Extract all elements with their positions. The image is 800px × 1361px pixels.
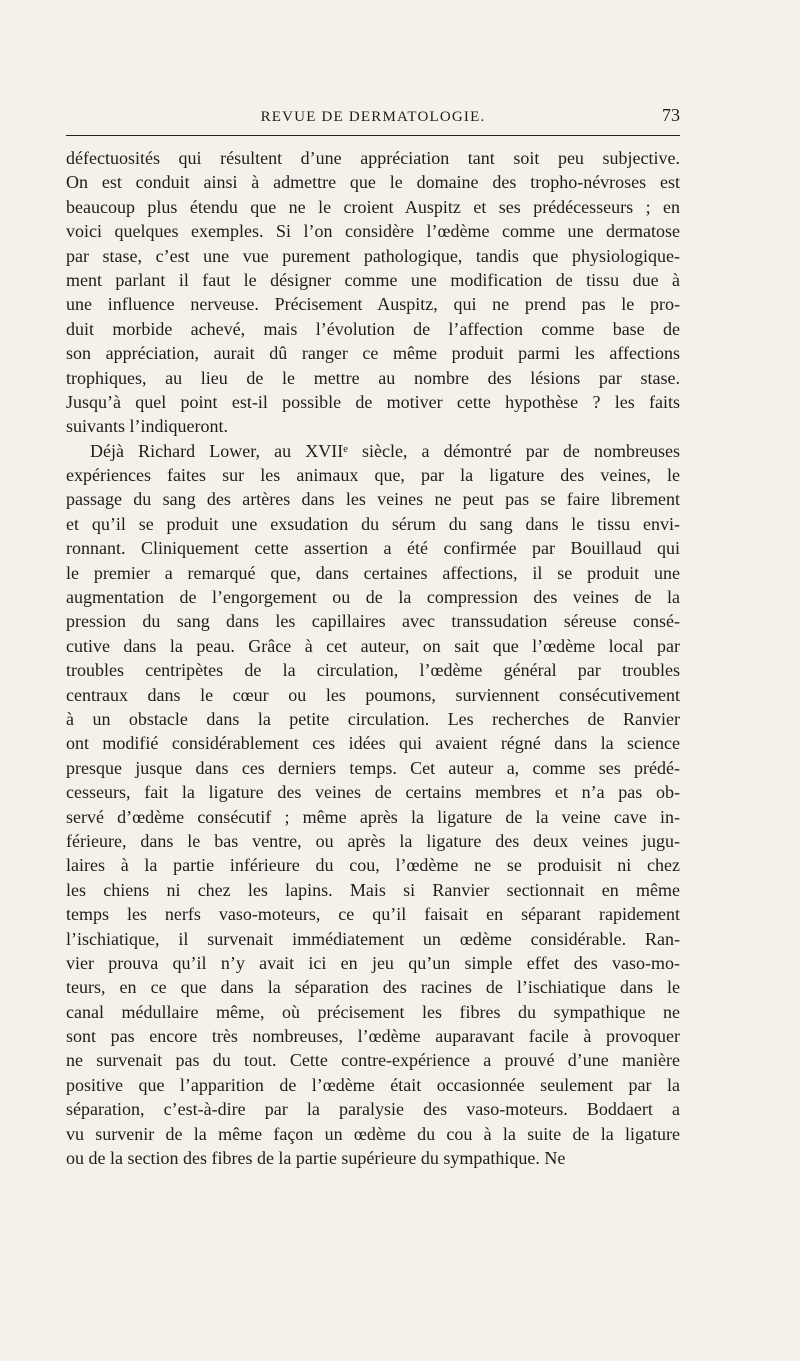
text-line: et qu’il se produit une exsudation du sérum du sang dans le tissu envi- [66, 513, 680, 534]
text-line: presque jusque dans ces derniers temps. Cet auteur a, comme ses prédé- [66, 757, 680, 778]
text-line: ou de la section des fibres de la partie supérieure du sympathique. Ne [66, 1148, 566, 1169]
text-line: ont modifié considérablement ces idées qui avaient régné dans la science [66, 733, 680, 754]
header-rule [66, 135, 680, 136]
text-line: par stase, c’est une vue purement pathologique, tandis que physiologique- [66, 245, 680, 266]
body-text [66, 146, 680, 1170]
text-line: le premier a remarqué que, dans certaines affections, il se produit une [66, 562, 680, 583]
text-line: ronnant. Cliniquement cette assertion a été confirmée par Bouillaud qui [66, 538, 680, 559]
text-line: centraux dans le cœur ou les poumons, surviennent consécutivement [66, 684, 680, 705]
running-title: REVUE DE DERMATOLOGIE. [260, 109, 486, 125]
text-line: vu survenir de la même façon un œdème du cou à la suite de la ligature [66, 1123, 680, 1144]
text-line: duit morbide achevé, mais l’évolution de l’affection comme base de [66, 318, 680, 339]
text-line: expériences faites sur les animaux que, par la ligature des veines, le [66, 465, 680, 486]
text-line: pression du sang dans les capillaires avec transsudation séreuse consé- [66, 611, 680, 632]
text-line: défectuosités qui résultent d’une appréciation tant soit peu subjective. [66, 148, 680, 168]
text-line: séparation, c’est-à-dire par la paralysie des vaso-moteurs. Boddaert a [66, 1099, 680, 1120]
text-line: férieure, dans le bas ventre, ou après la ligature des deux veines jugu- [66, 830, 680, 851]
text-line: laires à la partie inférieure du cou, l’œdème ne se produisit ni chez [66, 855, 680, 876]
text-line: l’ischiatique, il survenait immédiatement un œdème considérable. Ran- [66, 928, 680, 949]
text-line: trophiques, au lieu de le mettre au nombre des lésions par stase. [66, 367, 680, 388]
text-line: beaucoup plus étendu que ne le croient Auspitz et ses prédécesseurs ; en [66, 196, 680, 217]
text-line: Jusqu’à quel point est-il possible de motiver cette hypothèse ? les faits [66, 391, 680, 412]
text-line: sont pas encore très nombreuses, l’œdème auparavant facile à provoquer [66, 1026, 680, 1047]
text-line: temps les nerfs vaso-moteurs, ce qu’il faisait en séparant rapidement [66, 904, 680, 925]
page-number: 73 [662, 105, 680, 125]
text-line: ne survenait pas du tout. Cette contre-expérience a prouvé d’une manière [66, 1050, 680, 1071]
text-line: voici quelques exemples. Si l’on considère l’œdème comme une dermatose [66, 221, 680, 242]
text-line: son appréciation, aurait dû ranger ce même produit parmi les affections [66, 343, 680, 364]
text-line: ment parlant il faut le désigner comme une modification de tissu due à [66, 269, 680, 290]
text-line: vier prouva qu’il n’y avait ici en jeu qu’un simple effet des vaso-mo- [66, 952, 680, 973]
text-line: cutive dans la peau. Grâce à cet auteur, on sait que l’œdème local par [66, 635, 680, 656]
text-line: canal médullaire même, où précisement les fibres du sympathique ne [66, 1001, 680, 1022]
text-line: Déjà Richard Lower, au XVIIᵉ siècle, a démontré par de nombreuses [90, 440, 680, 461]
text-line: cesseurs, fait la ligature des veines de certains membres et n’a pas ob- [66, 782, 680, 803]
text-line: servé d’œdème consécutif ; même après la ligature de la veine cave in- [66, 806, 680, 827]
text-line: à un obstacle dans la petite circulation. Les recherches de Ranvier [66, 708, 680, 729]
text-line: troubles centripètes de la circulation, l’œdème général par troubles [66, 660, 680, 681]
text-line: augmentation de l’engorgement ou de la compression des veines de la [66, 587, 680, 608]
text-line: passage du sang des artères dans les veines ne peut pas se faire librement [66, 489, 680, 510]
text-line: les chiens ni chez les lapins. Mais si Ranvier sectionnait en même [66, 879, 680, 900]
text-line: On est conduit ainsi à admettre que le domaine des tropho-névroses est [66, 172, 680, 193]
text-line: suivants l’indiqueront. [66, 416, 228, 437]
text-line: positive que l’apparition de l’œdème était occasionnée seulement par la [66, 1074, 680, 1095]
running-head [66, 104, 680, 132]
text-line: une influence nerveuse. Précisement Auspitz, qui ne prend pas le pro- [66, 294, 680, 315]
text-line: teurs, en ce que dans la séparation des racines de l’ischiatique dans le [66, 977, 680, 998]
